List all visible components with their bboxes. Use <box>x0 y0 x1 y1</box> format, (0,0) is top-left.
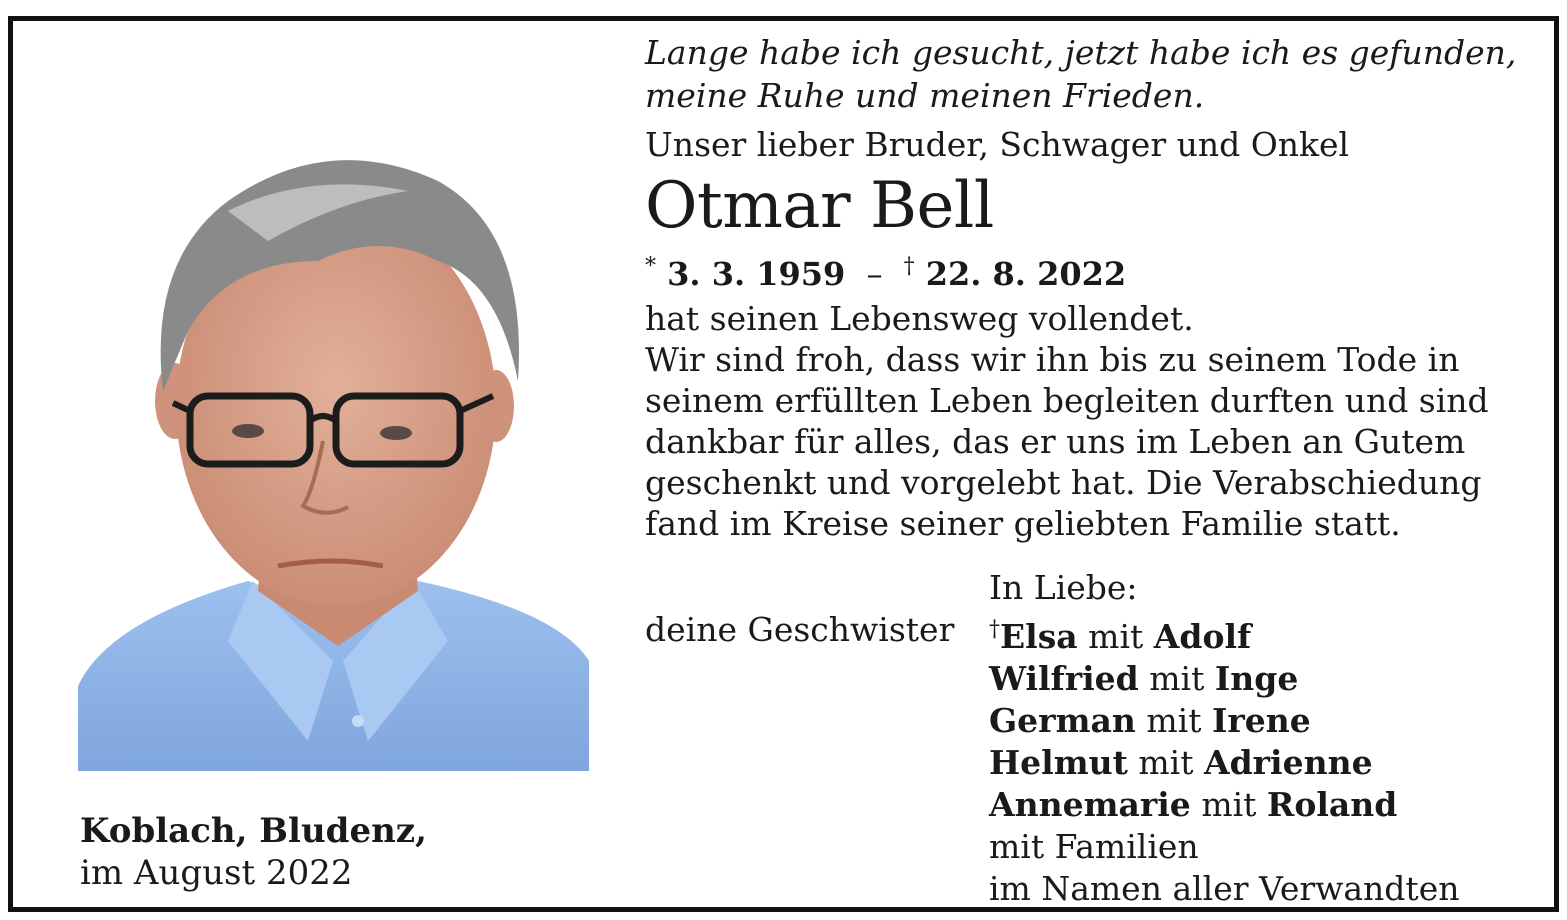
family-couple <box>989 784 1459 826</box>
member-name: Wilfried <box>989 659 1139 698</box>
member-name: Adrienne <box>1203 743 1373 782</box>
closing-relatives: im Namen aller Verwandten <box>989 869 1460 908</box>
connector: mit <box>1149 659 1205 698</box>
deceased-mark: † <box>989 617 1000 642</box>
motto <box>645 31 1525 117</box>
motto-line-1: Lange habe ich gesucht, jetzt habe ich es gefunden, <box>645 33 1517 72</box>
connector: mit <box>1201 785 1257 824</box>
connector: mit <box>1146 701 1202 740</box>
body-line: seinem erfüllten Leben begleiten durften und sind <box>645 381 1489 420</box>
body-line: fand im Kreise seiner geliebten Familie statt. <box>645 504 1401 543</box>
connector: mit <box>1138 743 1194 782</box>
connector: mit <box>1088 617 1144 656</box>
obituary-text <box>645 31 1525 544</box>
body-line: dankbar für alles, das er uns im Leben an Gutem <box>645 422 1466 461</box>
motto-line-2: meine Ruhe und meinen Frieden. <box>645 76 1205 115</box>
family-couple <box>989 742 1459 784</box>
member-name: Annemarie <box>989 785 1191 824</box>
member-name: Adolf <box>1153 617 1252 656</box>
member-name: Roland <box>1266 785 1398 824</box>
deceased-name: Otmar Bell <box>645 169 994 243</box>
closing-families: mit Familien <box>989 827 1199 866</box>
body-line: hat seinen Lebensweg vollendet. <box>645 299 1194 338</box>
member-name: Elsa <box>1000 617 1078 656</box>
intro-line: Unser lieber Bruder, Schwager und Onkel <box>645 125 1350 164</box>
family-couple <box>989 609 1459 658</box>
life-dates <box>645 245 1525 296</box>
family-couple <box>989 700 1459 742</box>
family-signature <box>645 567 1525 907</box>
birth-symbol: * <box>645 254 656 279</box>
member-name: Irene <box>1211 701 1311 740</box>
member-name: Helmut <box>989 743 1128 782</box>
death-symbol: † <box>903 254 915 279</box>
body-line: Wir sind froh, dass wir ihn bis zu seinem Tode in <box>645 340 1460 379</box>
obituary-frame <box>8 16 1559 912</box>
date-dash: – <box>866 255 883 293</box>
family-members <box>989 609 1459 910</box>
portrait-photo <box>78 141 589 771</box>
member-name: Inge <box>1214 659 1299 698</box>
death-date: 22. 8. 2022 <box>925 255 1127 293</box>
body-text <box>645 298 1525 544</box>
place-month: im August 2022 <box>80 853 353 893</box>
siblings-label: deine Geschwister <box>645 610 955 649</box>
place-and-date <box>80 810 427 894</box>
place-towns: Koblach, Bludenz, <box>80 811 427 851</box>
body-line: geschenkt und vorgelebt hat. Die Verabschiedung <box>645 463 1482 502</box>
member-name: German <box>989 701 1136 740</box>
birth-date: 3. 3. 1959 <box>667 255 846 293</box>
in-liebe: In Liebe: <box>989 568 1138 607</box>
family-couple <box>989 658 1459 700</box>
